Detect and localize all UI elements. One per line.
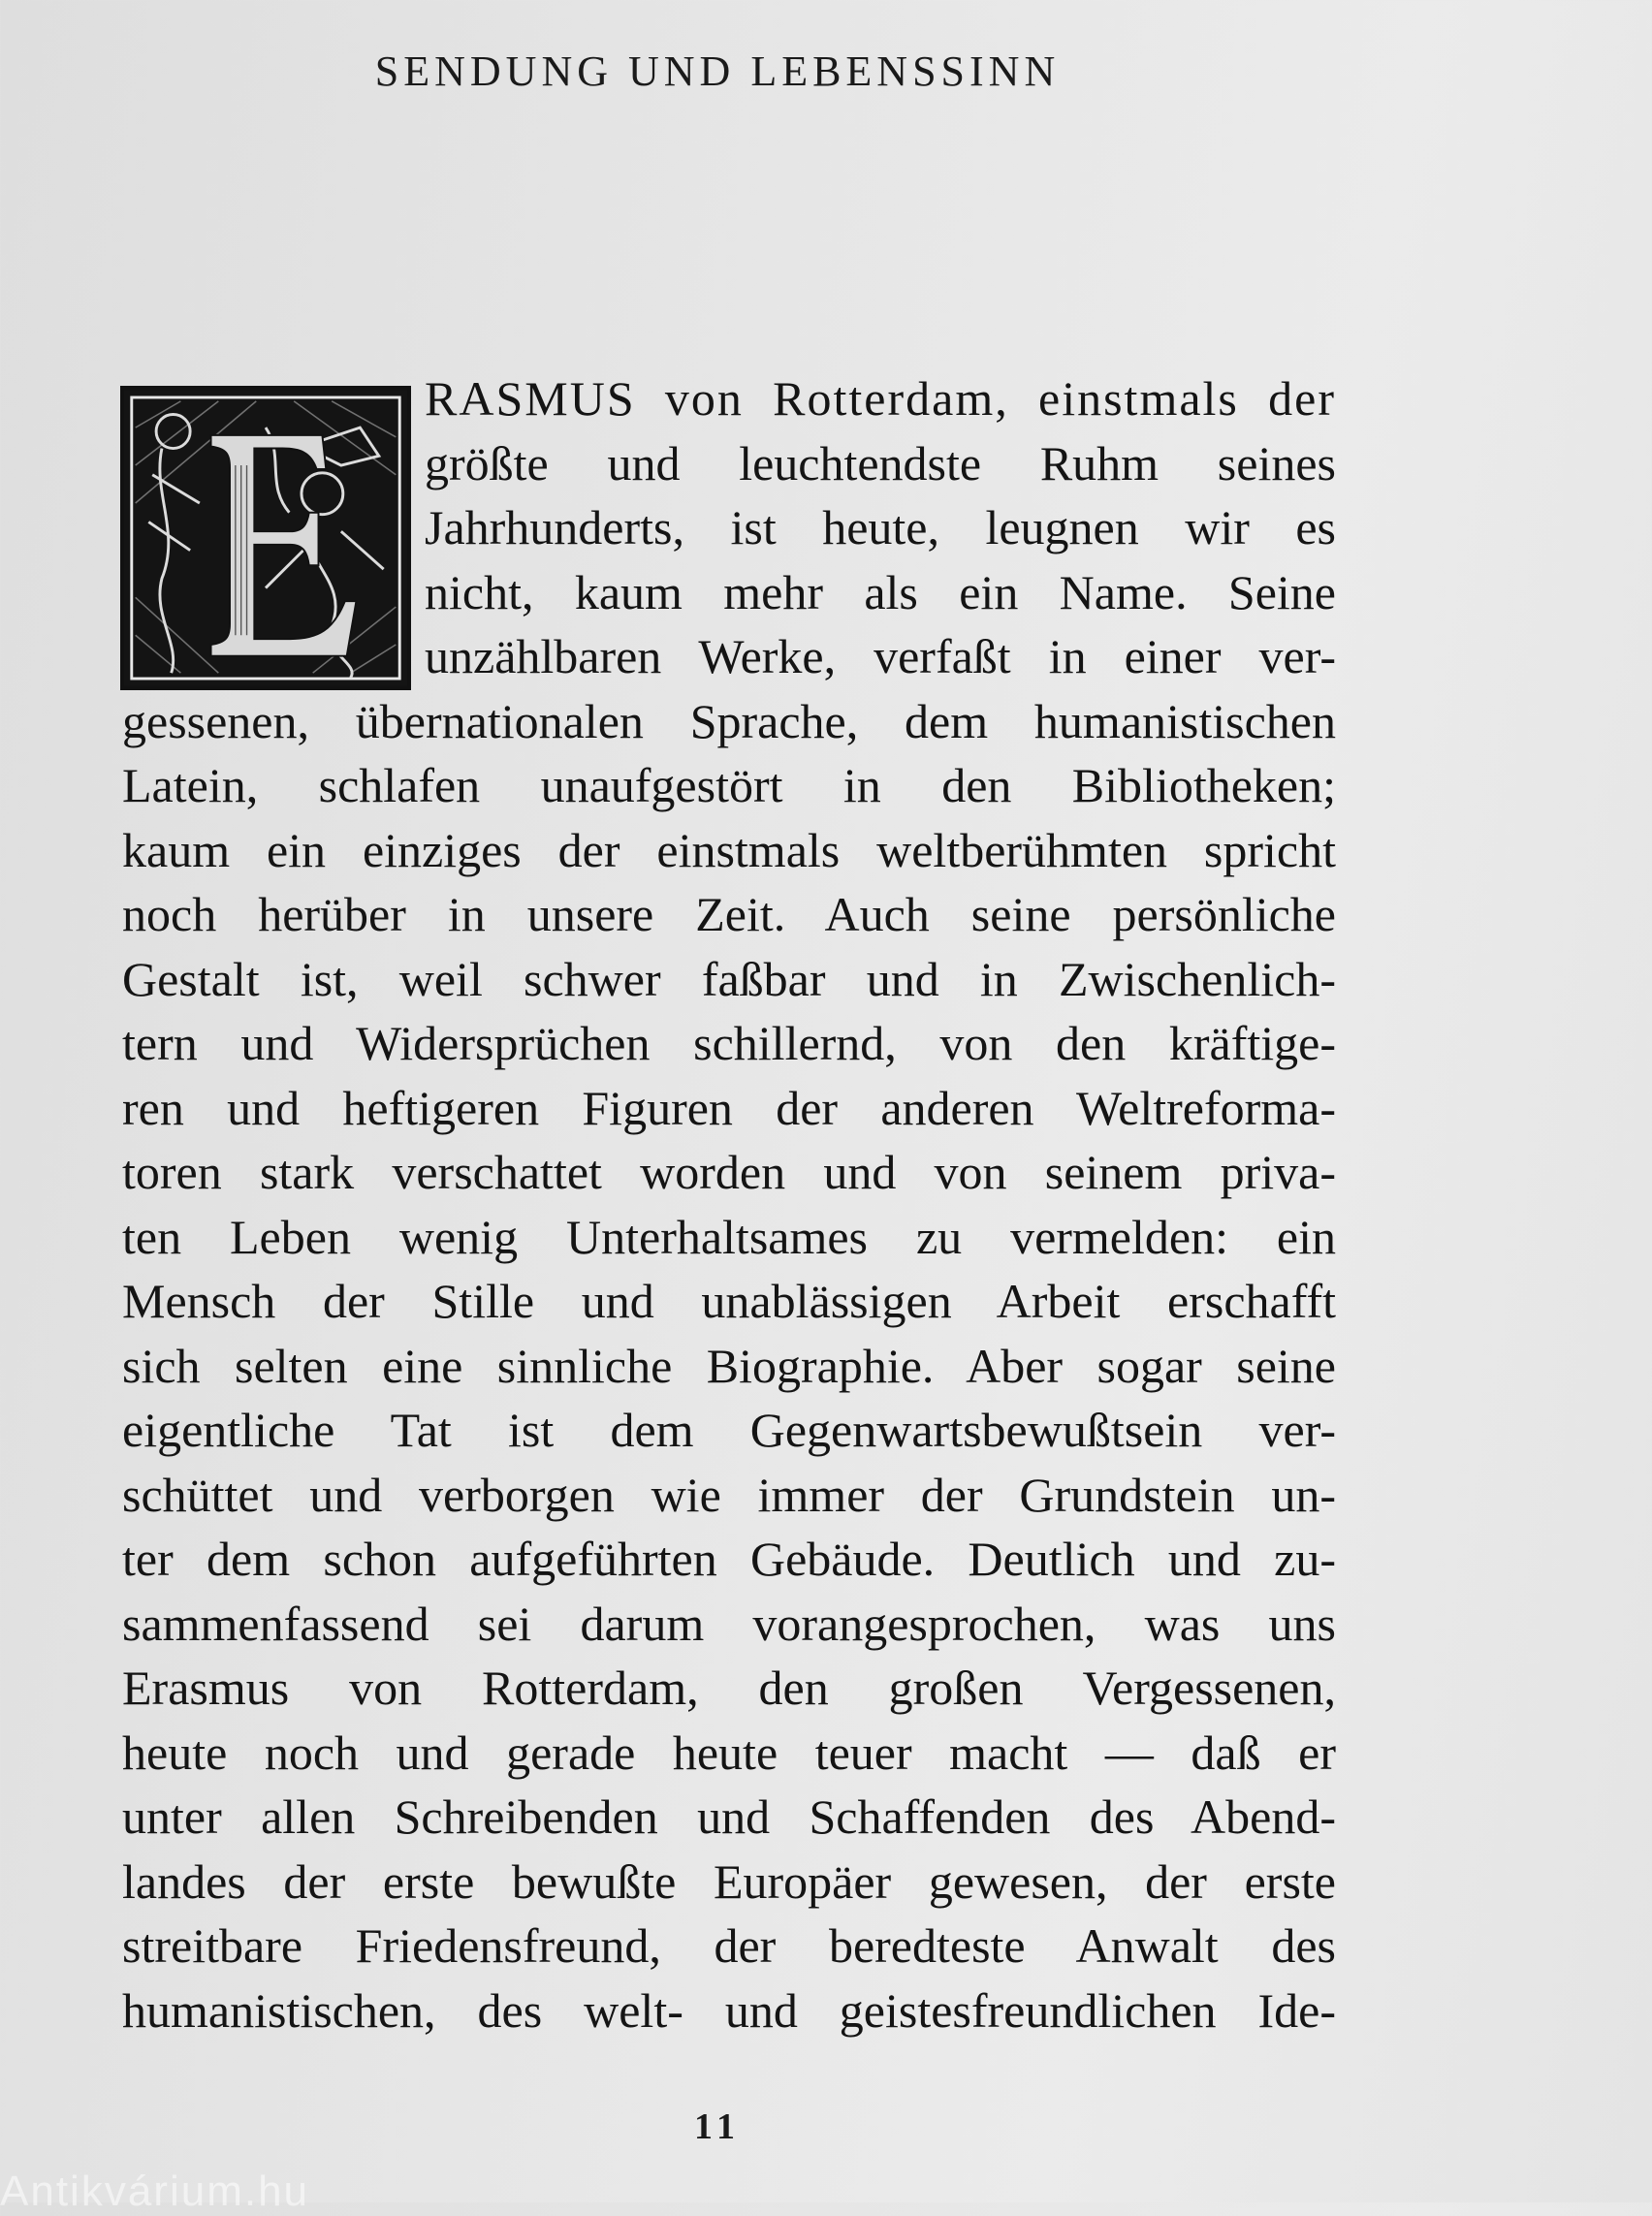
text-line: streitbare Friedensfreund, der beredteste Anwalt des <box>122 1918 1336 1973</box>
text-line: ten Leben wenig Unterhaltsames zu vermelden: ein <box>122 1209 1336 1264</box>
text-line: RASMUS von Rotterdam, einstmals der <box>425 371 1336 426</box>
text-line: unzählbaren Werke, verfaßt in einer ver- <box>425 629 1336 683</box>
text-line: ren und heftigeren Figuren der anderen Weltreforma- <box>122 1080 1336 1135</box>
text-line: Latein, schlafen unaufgestört in den Bibliotheken; <box>122 758 1336 812</box>
text-line: eigentliche Tat ist dem Gegenwartsbewußtsein ver- <box>122 1403 1336 1457</box>
text-line: tern und Widersprüchen schillernd, von den kräftige- <box>122 1016 1336 1070</box>
text-line: toren stark verschattet worden und von seinem priva- <box>122 1145 1336 1199</box>
running-head: SENDUNG UND LEBENSSINN <box>374 47 1061 95</box>
text-line: gessenen, übernationalen Sprache, dem humanistischen <box>122 693 1336 748</box>
text-line: nicht, kaum mehr als ein Name. Seine <box>425 564 1336 619</box>
body-paragraph <box>122 366 1336 2042</box>
text-line: Erasmus von Rotterdam, den großen Vergessenen, <box>122 1661 1336 1715</box>
text-line: größte und leuchtendste Ruhm seines <box>425 435 1336 491</box>
text-line: landes der erste bewußte Europäer gewesen, der erste <box>122 1853 1336 1909</box>
text-line: ter dem schon aufgeführten Gebäude. Deutlich und zu- <box>122 1532 1336 1586</box>
page-number: 11 <box>694 2106 741 2147</box>
text-line: Jahrhunderts, ist heute, leugnen wir es <box>425 500 1336 554</box>
text-line: schüttet und verborgen wie immer der Grundstein un- <box>122 1467 1336 1522</box>
text-line: Gestalt ist, weil schwer faßbar und in Zwischenlich- <box>122 951 1336 1006</box>
text-line: unter allen Schreibenden und Schaffenden des Abend- <box>122 1789 1336 1844</box>
text-line: heute noch und gerade heute teuer macht — daß er <box>122 1725 1336 1780</box>
text-line: humanistischen, des welt- und geistesfreundlichen Ide- <box>122 1982 1336 2038</box>
text-line: Mensch der Stille und unablässigen Arbeit erschafft <box>122 1274 1336 1328</box>
text-line: sammenfassend sei darum vorangesprochen, was uns <box>122 1596 1336 1651</box>
text-line: noch herüber in unsere Zeit. Auch seine persönliche <box>122 887 1336 941</box>
watermark: Antikvárium.hu <box>0 2168 310 2215</box>
text-line: kaum ein einziges der einstmals weltberühmten spricht <box>122 822 1336 877</box>
text-line: sich selten eine sinnliche Biographie. Aber sogar seine <box>122 1338 1336 1393</box>
